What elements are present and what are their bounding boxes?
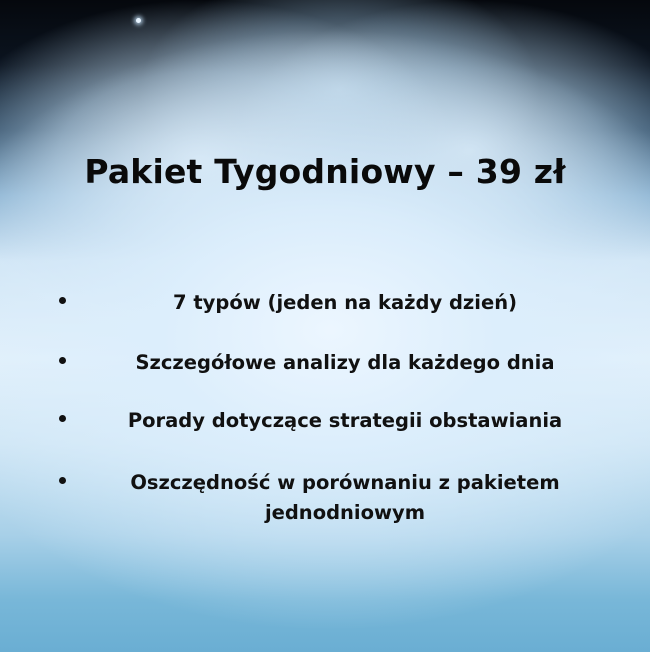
feature-item [0,288,650,318]
feature-text: 7 typów (jeden na każdy dzień) [172,291,517,314]
feature-text: Porady dotyczące strategii obstawiania [127,409,563,432]
bullet-icon [59,477,66,484]
feature-item [0,468,650,528]
feature-item [0,406,650,436]
bullet-icon [59,357,66,364]
bullet-icon [59,297,66,304]
bullet-icon [59,415,66,422]
feature-item [0,348,650,378]
feature-text: Szczegółowe analizy dla każdego dnia [135,351,555,374]
star-decoration [136,18,141,23]
package-title: Pakiet Tygodniowy – 39 zł [84,152,566,191]
feature-text: Oszczędność w porównaniu z pakietem jednodniowym [130,471,560,524]
